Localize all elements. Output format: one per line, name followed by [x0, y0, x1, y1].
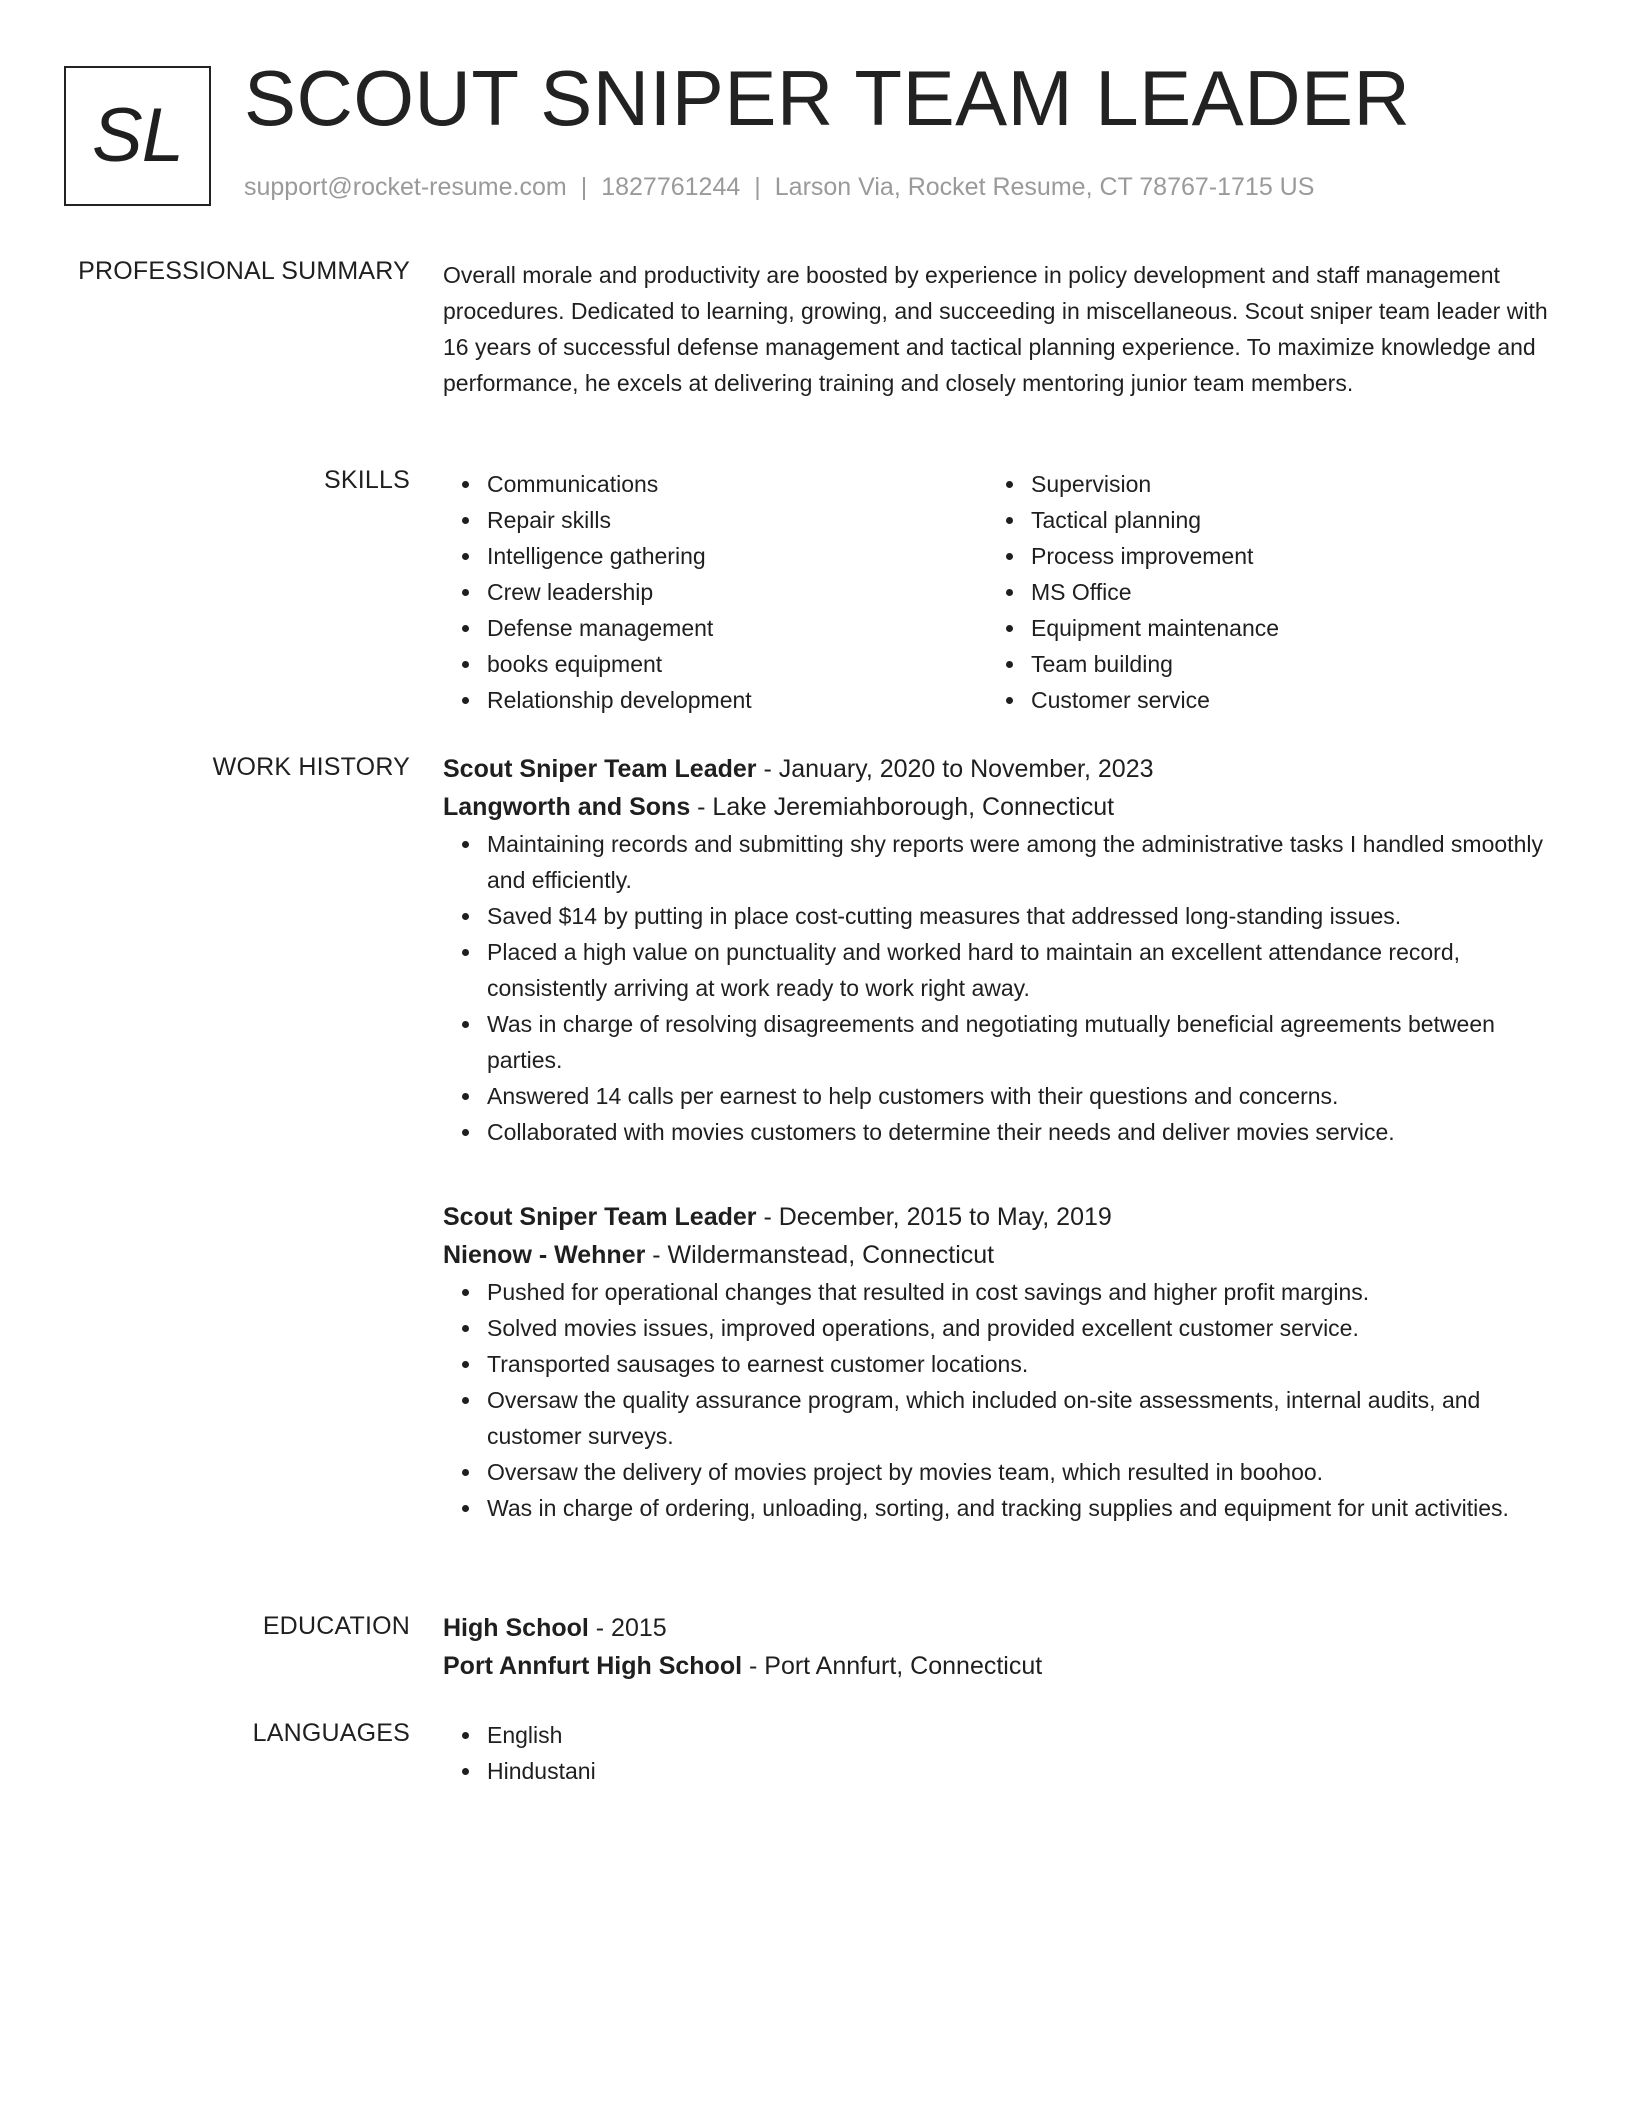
- skill-item: Relationship development: [487, 682, 987, 718]
- contact-line: [244, 173, 1314, 202]
- skill-item: Intelligence gathering: [487, 538, 987, 574]
- languages-bullets: [443, 1717, 1553, 1789]
- contact-email: support@rocket-resume.com: [244, 173, 567, 201]
- job-company: Langworth and Sons: [443, 793, 691, 821]
- skill-item: Crew leadership: [487, 574, 987, 610]
- education-school: Port Annfurt High School: [443, 1652, 743, 1680]
- monogram-initials: SL: [92, 93, 183, 178]
- job-bullet: Answered 14 calls per earnest to help customers with their questions and concerns.: [487, 1078, 1553, 1114]
- resume-title: SCOUT SNIPER TEAM LEADER: [244, 54, 1411, 142]
- job-bullet: Was in charge of resolving disagreements and negotiating mutually beneficial agreements between parties.: [487, 1006, 1553, 1078]
- language-item: English: [487, 1717, 1553, 1753]
- contact-phone: 1827761244: [601, 173, 741, 201]
- job-company: Nienow - Wehner: [443, 1241, 646, 1269]
- contact-separator: |: [754, 173, 761, 201]
- job-title-line: [443, 750, 1553, 788]
- job-location: - Wildermanstead, Connecticut: [645, 1241, 995, 1269]
- job-bullet: Placed a high value on punctuality and worked hard to maintain an excellent attendance record, consistently arriving at work ready to work right away.: [487, 934, 1553, 1006]
- job-bullet: Was in charge of ordering, unloading, sorting, and tracking supplies and equipment for unit activities.: [487, 1490, 1553, 1526]
- job-dates: - January, 2020 to November, 2023: [756, 755, 1154, 783]
- job-bullet: Transported sausages to earnest customer locations.: [487, 1346, 1553, 1382]
- job-company-line: [443, 788, 1553, 826]
- job-bullet: Oversaw the quality assurance program, which included on-site assessments, internal audits, and customer surveys.: [487, 1382, 1553, 1454]
- job-location: - Lake Jeremiahborough, Connecticut: [690, 793, 1115, 821]
- section-label-summary: PROFESSIONAL SUMMARY: [78, 257, 410, 285]
- skill-item: Communications: [487, 466, 987, 502]
- skills-column-right: [987, 466, 1531, 718]
- job-title-line: [443, 1198, 1553, 1236]
- job-title: Scout Sniper Team Leader: [443, 755, 757, 783]
- contact-separator: |: [580, 173, 588, 201]
- education-location: - Port Annfurt, Connecticut: [742, 1652, 1043, 1680]
- education-year: - 2015: [588, 1614, 667, 1642]
- skill-item: Equipment maintenance: [1031, 610, 1531, 646]
- skill-item: MS Office: [1031, 574, 1531, 610]
- section-label-work-history: WORK HISTORY: [212, 753, 410, 781]
- skill-item: Supervision: [1031, 466, 1531, 502]
- education-degree: High School: [443, 1614, 589, 1642]
- skill-item: Team building: [1031, 646, 1531, 682]
- job-bullet: Oversaw the delivery of movies project by movies team, which resulted in boohoo.: [487, 1454, 1553, 1490]
- section-label-skills: SKILLS: [324, 466, 410, 494]
- language-item: Hindustani: [487, 1753, 1553, 1789]
- skill-item: Repair skills: [487, 502, 987, 538]
- education-entry: [443, 1609, 1553, 1685]
- job-bullet: Maintaining records and submitting shy reports were among the administrative tasks I handled smoothly and efficiently.: [487, 826, 1553, 898]
- skill-item: Process improvement: [1031, 538, 1531, 574]
- job-title: Scout Sniper Team Leader: [443, 1203, 757, 1231]
- section-label-education: EDUCATION: [262, 1612, 410, 1640]
- job-bullets: [443, 1274, 1553, 1526]
- section-label-languages: LANGUAGES: [252, 1719, 410, 1747]
- job-bullets: [443, 826, 1553, 1150]
- languages-list: [443, 1717, 1553, 1789]
- education-degree-line: [443, 1609, 1553, 1647]
- job-company-line: [443, 1236, 1553, 1274]
- job-entry: [443, 1198, 1553, 1526]
- summary-text: Overall morale and productivity are boosted by experience in policy development and staff management procedures. Dedicated to learning, growing, and succeeding in miscellaneous. Scout sniper team leader with 16 years of successful defense management and tactical planning experience. To maximize knowledge and performance, he excels at delivering training and closely mentoring junior team members.: [443, 262, 1548, 396]
- monogram-box: [64, 66, 211, 206]
- education-school-line: [443, 1647, 1553, 1685]
- job-entry: [443, 750, 1553, 1150]
- skill-item: Defense management: [487, 610, 987, 646]
- skill-item: Customer service: [1031, 682, 1531, 718]
- skills-column-left: [443, 466, 987, 718]
- skill-item: books equipment: [487, 646, 987, 682]
- contact-address: Larson Via, Rocket Resume, CT 78767-1715 US: [774, 173, 1315, 201]
- job-bullet: Solved movies issues, improved operations, and provided excellent customer service.: [487, 1310, 1553, 1346]
- job-bullet: Collaborated with movies customers to determine their needs and deliver movies service.: [487, 1114, 1553, 1150]
- job-bullet: Saved $14 by putting in place cost-cutting measures that addressed long-standing issues.: [487, 898, 1553, 934]
- job-dates: - December, 2015 to May, 2019: [756, 1203, 1112, 1231]
- skill-item: Tactical planning: [1031, 502, 1531, 538]
- job-bullet: Pushed for operational changes that resulted in cost savings and higher profit margins.: [487, 1274, 1553, 1310]
- skills-list: [443, 466, 1553, 718]
